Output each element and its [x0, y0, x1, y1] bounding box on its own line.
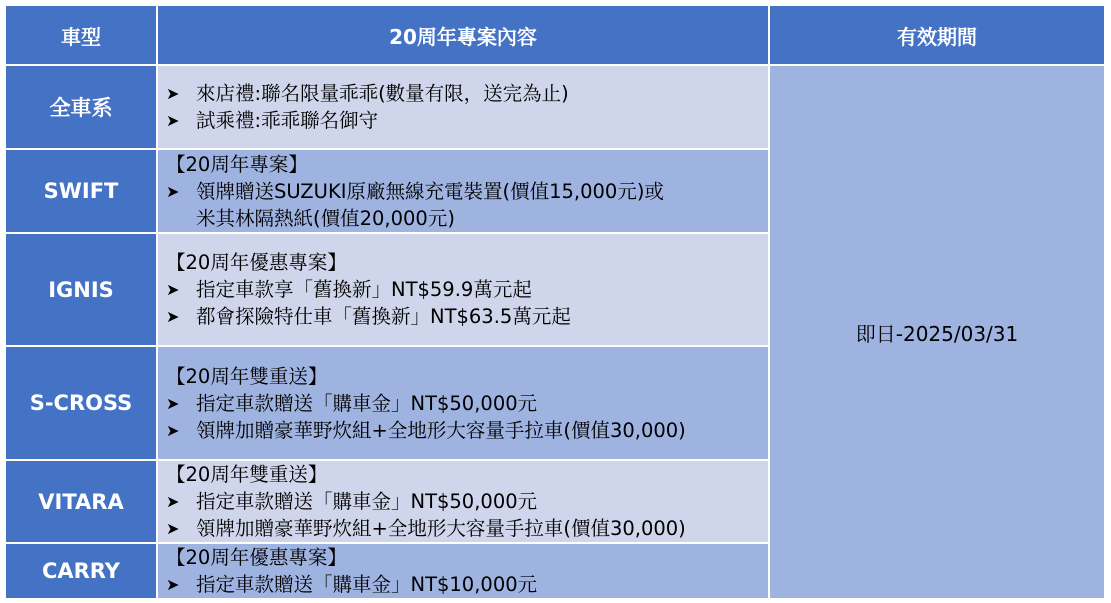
model-cell-vitara: VITARA: [5, 460, 157, 543]
arrow-bullet-icon: ➤: [166, 575, 180, 594]
header-content: 20周年專案內容: [157, 5, 769, 65]
model-cell-carry: CARRY: [5, 543, 157, 599]
list-item: [166, 303, 768, 330]
promo-title: 【20周年優惠專案】: [166, 251, 347, 274]
arrow-bullet-icon: ➤: [166, 280, 180, 299]
content-cell-vitara: [157, 460, 769, 543]
list-item: [166, 80, 768, 107]
list-item: [166, 107, 768, 134]
header-model: 車型: [5, 5, 157, 65]
line-text: 領牌贈送SUZUKI原廠無線充電裝置(價值15,000元)或: [196, 179, 664, 203]
promo-title: 【20周年優惠專案】: [166, 546, 347, 569]
line-text: 指定車款贈送「購車金」NT$10,000元: [196, 573, 538, 596]
content-cell-swift: [157, 149, 769, 233]
content-cell-scross: [157, 346, 769, 460]
line-text: 來店禮:聯名限量乖乖(數量有限，送完為止): [196, 82, 569, 105]
promo-title: 【20周年雙重送】: [166, 463, 328, 486]
line-text: 試乘禮:乖乖聯名御守: [196, 109, 379, 132]
promo-title: 【20周年專案】: [166, 152, 308, 176]
model-cell-scross: S-CROSS: [5, 346, 157, 460]
content-cell-carry: [157, 543, 769, 599]
arrow-bullet-icon: ➤: [166, 420, 180, 440]
promo-title: 【20周年雙重送】: [166, 364, 328, 388]
line-text: 領牌加贈豪華野炊組+全地形大容量手拉車(價值30,000): [196, 517, 686, 540]
list-item: [166, 276, 768, 303]
list-item: [166, 178, 768, 205]
line-text-continued: 米其林隔熱紙(價值20,000元): [196, 206, 455, 230]
list-item: [166, 417, 768, 444]
list-item: [166, 515, 768, 542]
model-cell-swift: SWIFT: [5, 149, 157, 233]
arrow-bullet-icon: ➤: [166, 492, 180, 511]
list-item: [166, 390, 768, 417]
header-row: [5, 5, 1105, 65]
line-text: 領牌加贈豪華野炊組+全地形大容量手拉車(價值30,000): [196, 418, 686, 442]
list-item: [166, 571, 768, 598]
list-item: [166, 488, 768, 515]
header-period: 有效期間: [769, 5, 1105, 65]
line-text: 都會探險特仕車「舊換新」NT$63.5萬元起: [196, 305, 571, 328]
table-row-all: [5, 65, 1105, 149]
arrow-bullet-icon: ➤: [166, 84, 180, 103]
model-cell-all: 全車系: [5, 65, 157, 149]
arrow-bullet-icon: ➤: [166, 111, 180, 130]
line-text: 指定車款贈送「購車金」NT$50,000元: [196, 391, 538, 415]
model-cell-ignis: IGNIS: [5, 233, 157, 346]
arrow-bullet-icon: ➤: [166, 519, 180, 538]
arrow-bullet-icon: ➤: [166, 181, 180, 201]
line-text: 指定車款享「舊換新」NT$59.9萬元起: [196, 278, 532, 301]
line-text: 指定車款贈送「購車金」NT$50,000元: [196, 490, 538, 513]
validity-period: 即日-2025/03/31: [769, 65, 1105, 599]
content-cell-all: [157, 65, 769, 149]
promo-table: [4, 4, 1106, 600]
arrow-bullet-icon: ➤: [166, 307, 180, 326]
content-cell-ignis: [157, 233, 769, 346]
arrow-bullet-icon: ➤: [166, 393, 180, 413]
